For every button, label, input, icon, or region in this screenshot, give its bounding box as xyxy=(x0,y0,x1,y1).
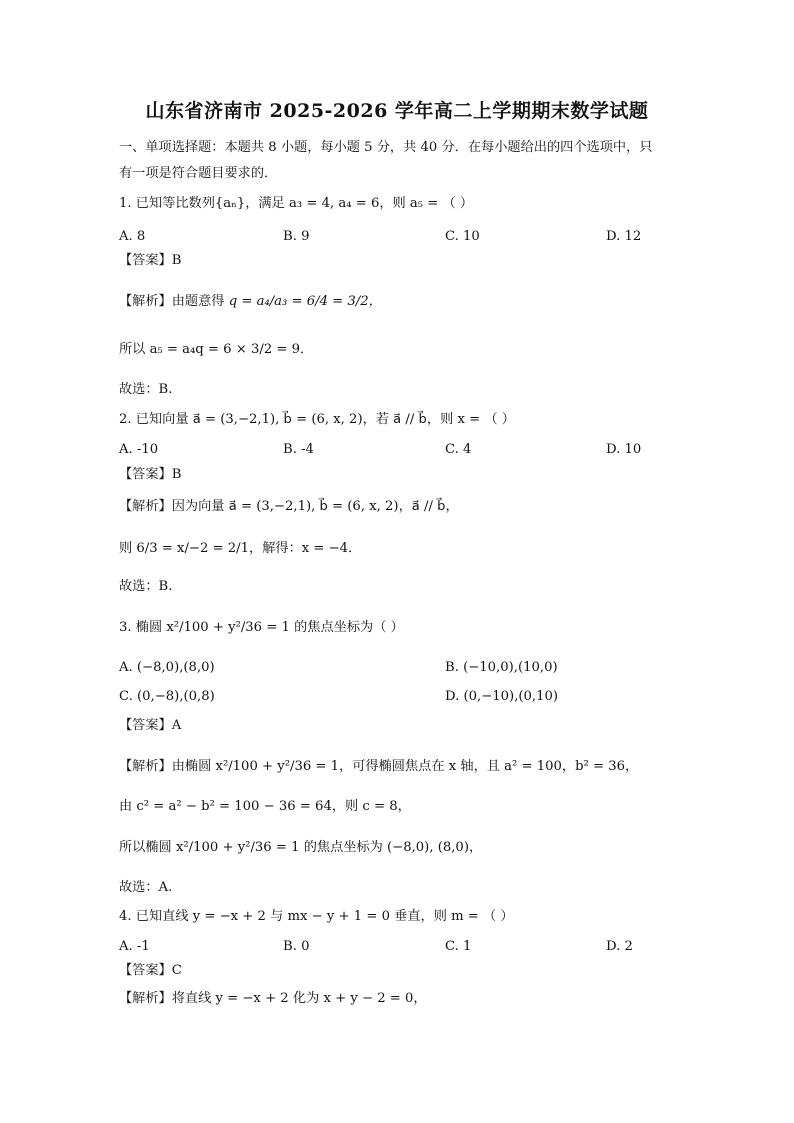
q2-option-b: B. -4 xyxy=(283,442,314,457)
q1-option-b: B. 9 xyxy=(283,229,310,244)
q4-option-d: D. 2 xyxy=(606,939,633,954)
q1-analysis-line2: 所以 a₅ = a₄q = 6 × 3/2 = 9． xyxy=(119,342,314,357)
q2-analysis-line2: 则 6/3 = x/−2 = 2/1，解得：x = −4． xyxy=(119,541,362,556)
q3-stem: 3. 椭圆 x²/100 + y²/36 = 1 的焦点坐标为（ ） xyxy=(119,620,404,635)
page-title: 山东省济南市 2025-2026 学年高二上学期期末数学试题 xyxy=(145,100,649,122)
q2-stem: 2. 已知向量 a⃗ = (3,−2,1), b⃗ = (6, x, 2)，若 a⃗ // b⃗，则 x = （ ） xyxy=(119,412,515,427)
q1-analysis-math: q = a₄/a₃ = 6/4 = 3/2， xyxy=(228,294,382,309)
q3-analysis-line2: 由 c² = a² − b² = 100 − 36 = 64，则 c = 8， xyxy=(119,799,411,814)
q3-answer: 【答案】A xyxy=(119,718,182,733)
q2-option-d: D. 10 xyxy=(606,442,642,457)
q4-option-a: A. -1 xyxy=(119,939,150,954)
q4-analysis-line1: 【解析】将直线 y = −x + 2 化为 x + y − 2 = 0， xyxy=(119,991,427,1006)
q1-option-a: A. 8 xyxy=(119,229,146,244)
q4-option-c: C. 1 xyxy=(445,939,472,954)
q1-stem: 1. 已知等比数列{aₙ}，满足 a₃ = 4, a₄ = 6，则 a₅ = （ ） xyxy=(119,196,474,211)
q2-analysis-line1: 【解析】因为向量 a⃗ = (3,−2,1), b⃗ = (6, x, 2)，a⃗ // b⃗， xyxy=(119,499,459,514)
section-header-line1: 一、单项选择题：本题共 8 小题，每小题 5 分，共 40 分．在每小题给出的四个选项中，只 xyxy=(119,140,653,155)
q3-option-a: A. (−8,0),(8,0) xyxy=(119,660,215,675)
q2-choice: 故选：B. xyxy=(119,579,173,594)
q4-option-b: B. 0 xyxy=(283,939,310,954)
q4-answer: 【答案】C xyxy=(119,963,182,978)
q3-option-b: B. (−10,0),(10,0) xyxy=(445,660,558,675)
q1-choice: 故选：B. xyxy=(119,382,173,397)
q4-stem: 4. 已知直线 y = −x + 2 与 mx − y + 1 = 0 垂直，则 m = （ ） xyxy=(119,909,514,924)
q1-analysis-prefix: 【解析】由题意得 xyxy=(119,294,225,309)
q2-answer: 【答案】B xyxy=(119,467,182,482)
q3-analysis-line3: 所以椭圆 x²/100 + y²/36 = 1 的焦点坐标为 (−8,0), (8,0)， xyxy=(119,840,483,855)
q1-option-c: C. 10 xyxy=(445,229,480,244)
q2-option-a: A. -10 xyxy=(119,442,159,457)
q3-analysis-line1: 【解析】由椭圆 x²/100 + y²/36 = 1，可得椭圆焦点在 x 轴，且 a² = 100，b² = 36， xyxy=(119,759,639,774)
q3-option-c: C. (0,−8),(0,8) xyxy=(119,689,215,704)
section-header-line2: 有一项是符合题目要求的． xyxy=(119,166,278,181)
q1-option-d: D. 12 xyxy=(606,229,642,244)
q2-option-c: C. 4 xyxy=(445,442,472,457)
q3-choice: 故选：A. xyxy=(119,880,173,895)
q1-answer: 【答案】B xyxy=(119,253,182,268)
q3-option-d: D. (0,−10),(0,10) xyxy=(445,689,559,704)
q1-analysis-line1 xyxy=(119,292,382,312)
